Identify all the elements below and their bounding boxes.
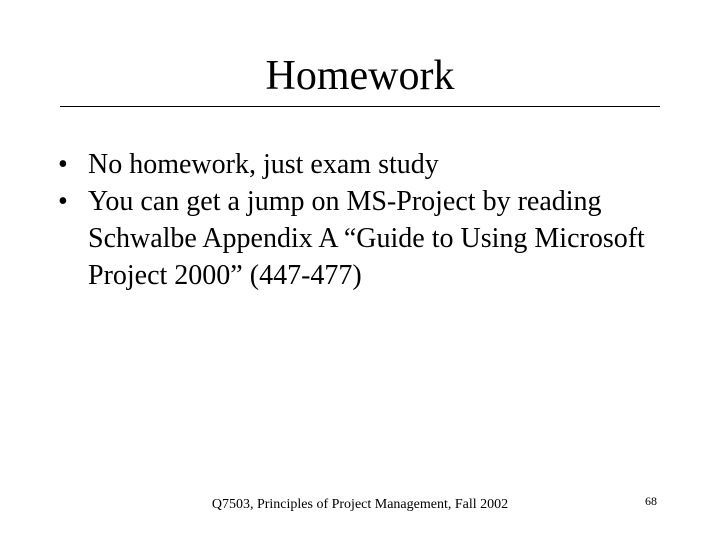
bullet-icon: • [58, 149, 68, 180]
bullet-item [56, 183, 676, 294]
page-number: 68 [645, 494, 657, 508]
bullet-text: You can get a jump on MS-Project by reading Schwalbe Appendix A “Guide to Using Microsoft Project 2000” (447-477) [88, 186, 645, 291]
bullet-item [56, 146, 676, 183]
bullet-list [56, 146, 676, 294]
slide-title: Homework [265, 53, 455, 99]
bullet-text: No homework, just exam study [88, 149, 439, 180]
bullet-icon: • [58, 186, 68, 217]
title-divider [60, 106, 660, 107]
slide-footer: Q7503, Principles of Project Management, Fall 2002 [211, 497, 509, 512]
